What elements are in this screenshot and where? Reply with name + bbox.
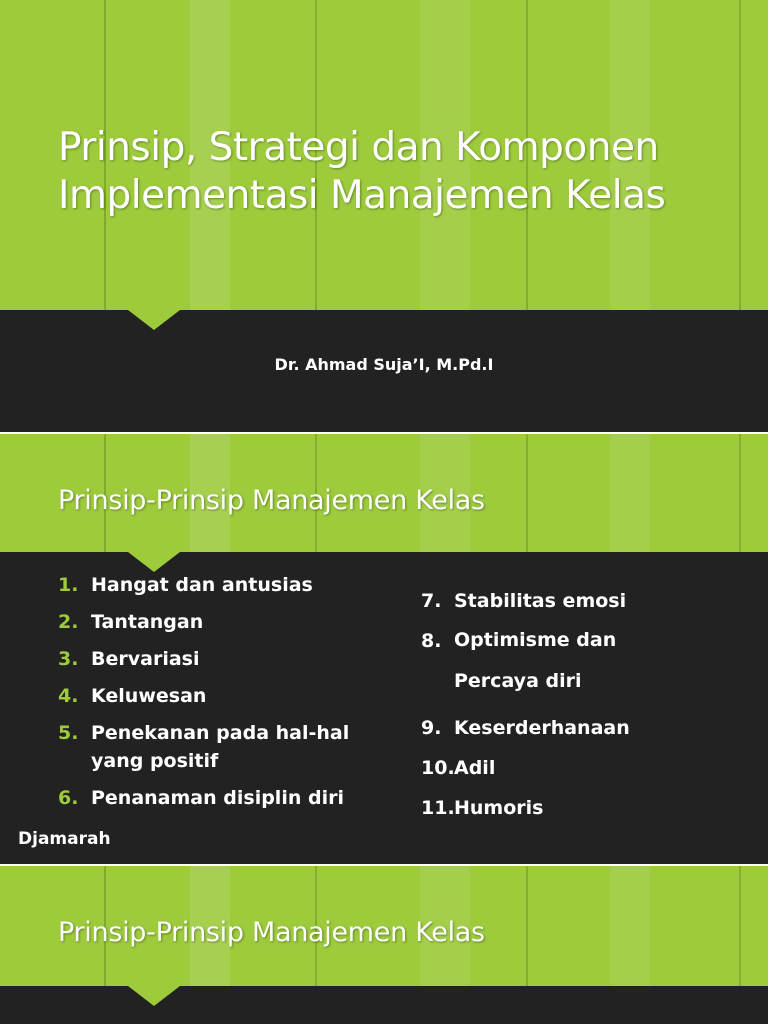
list-item: 7. Stabilitas emosi <box>421 590 627 612</box>
slide-3-title: Prinsip-Prinsip Manajemen Kelas <box>58 917 485 948</box>
slide-2-title: Prinsip-Prinsip Manajemen Kelas <box>58 485 485 516</box>
list-item: 4. Keluwesan <box>58 685 207 707</box>
notch-pointer <box>128 552 180 572</box>
principles-list-right <box>421 587 651 834</box>
list-item: 3. Bervariasi <box>58 648 200 670</box>
list-item: 2. Tantangan <box>58 611 204 633</box>
list-item: 5. Penekanan pada hal-hal yang positif <box>58 722 350 772</box>
slide-2 <box>0 434 768 864</box>
list-item: 8. Optimisme dan Percaya diri <box>421 629 617 692</box>
list-item: 1. Hangat dan antusias <box>58 574 313 596</box>
slide-1-title: Prinsip, Strategi dan Komponen Implementasi Manajemen Kelas <box>58 125 666 218</box>
list-item: 10. Adil <box>421 757 496 779</box>
slide-3 <box>0 866 768 1024</box>
notch-pointer <box>128 310 180 330</box>
author-name: Dr. Ahmad Suja’I, M.Pd.I <box>274 355 494 374</box>
notch-pointer <box>128 986 180 1006</box>
dark-panel <box>0 986 768 1024</box>
principles-list-left <box>58 571 358 821</box>
list-item: 9. Keserderhanaan <box>421 717 630 739</box>
list-item: 11. Humoris <box>421 797 544 819</box>
list-item: 6. Penanaman disiplin diri <box>58 787 344 809</box>
source-citation: Djamarah <box>18 829 111 849</box>
slide-1 <box>0 0 768 432</box>
